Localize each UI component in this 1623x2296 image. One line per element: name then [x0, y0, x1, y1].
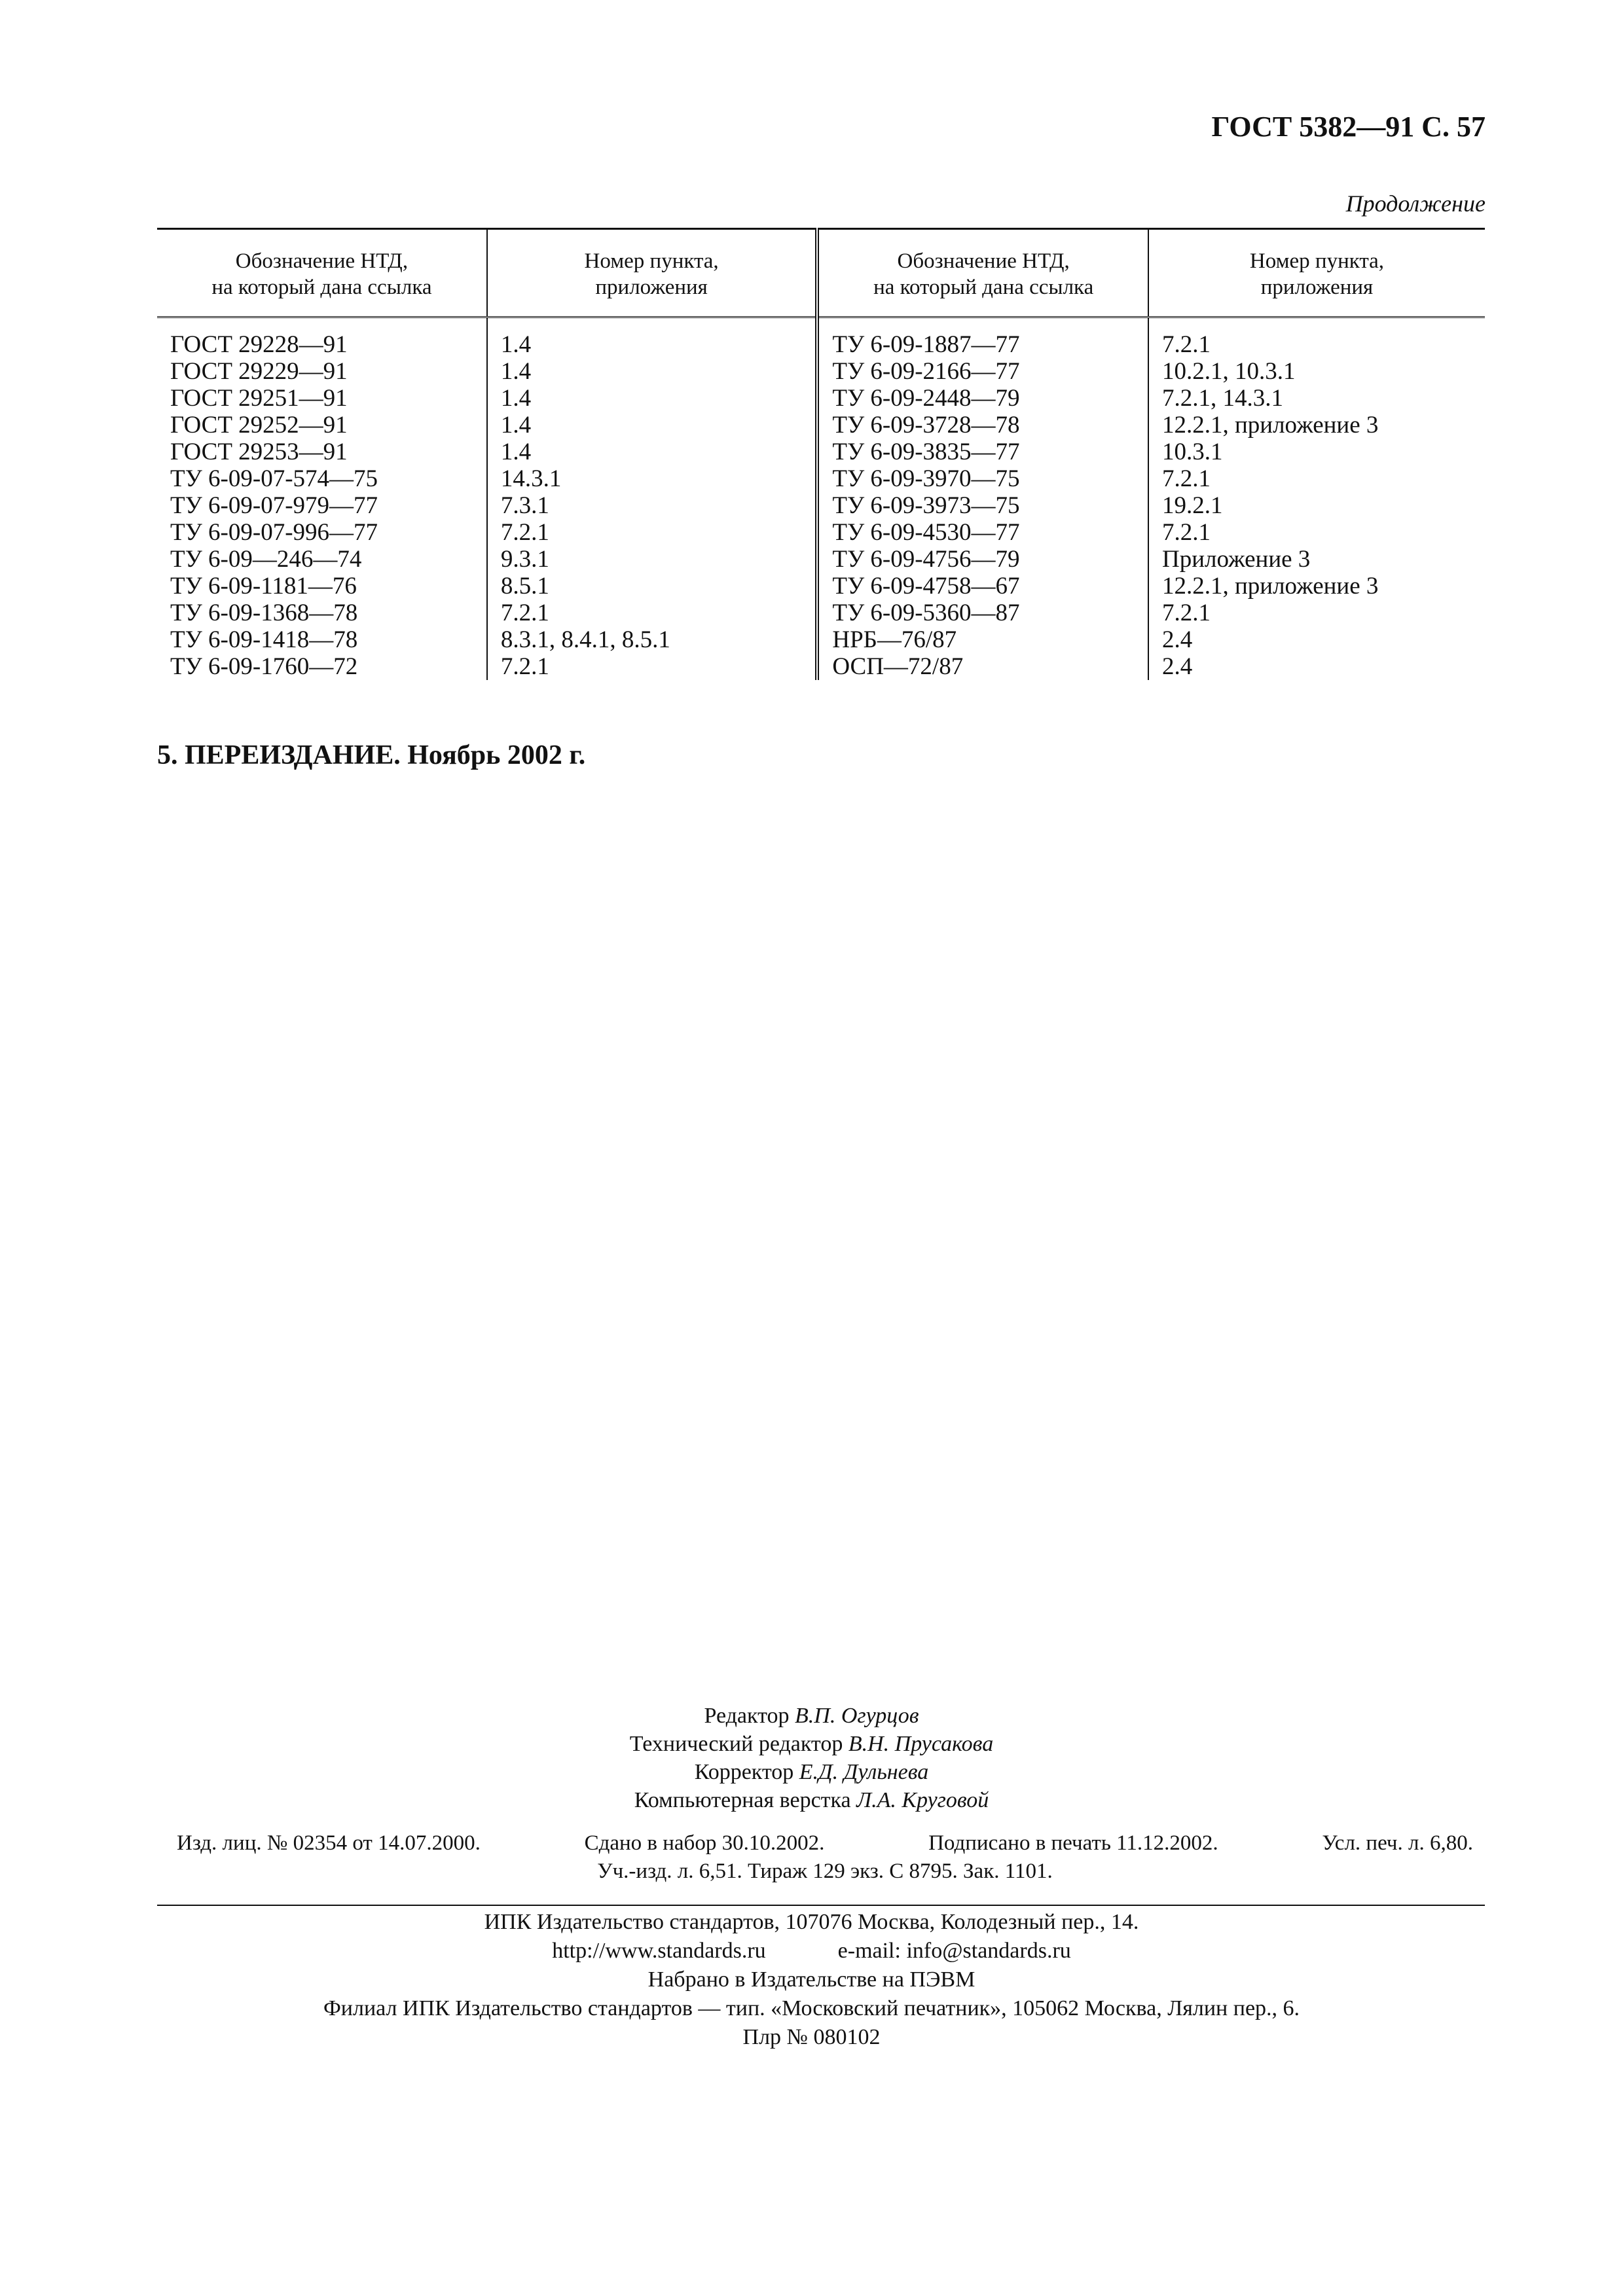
cell-item-number-left: 7.2.1 — [487, 600, 817, 626]
section-reissue: 5. ПЕРЕИЗДАНИЕ. Ноябрь 2002 г. — [157, 740, 586, 770]
cell-item-number-right: 7.2.1 — [1148, 519, 1485, 546]
cell-item-number-right: 7.2.1 — [1148, 465, 1485, 492]
cell-ntd-designation-right: ТУ 6-09-5360—87 — [817, 600, 1148, 626]
table-row — [157, 317, 1485, 359]
cell-ntd-designation-right: ТУ 6-09-4530—77 — [817, 519, 1148, 546]
signed-text: Подписано в печать 11.12.2002. — [928, 1831, 1218, 1855]
imprint-typeset: Набрано в Издательстве на ПЭВМ — [647, 1967, 976, 1992]
cell-item-number-right: 7.2.1, 14.3.1 — [1148, 385, 1485, 412]
header-ntd-designation-right: Обозначение НТД, на который дана ссылка — [817, 229, 1148, 317]
cell-item-number-left: 1.4 — [487, 358, 817, 385]
table-row — [157, 412, 1485, 439]
cell-item-number-left: 7.2.1 — [487, 653, 817, 680]
cell-item-number-right: 12.2.1, приложение 3 — [1148, 573, 1485, 600]
cell-ntd-designation-right: ТУ 6-09-3970—75 — [817, 465, 1148, 492]
cell-ntd-designation-left: ГОСТ 29253—91 — [170, 439, 348, 465]
imprint-url: http://www.standards.ru — [552, 1939, 766, 1963]
table-row — [157, 465, 1485, 492]
cell-ntd-designation-right: ТУ 6-09-1887—77 — [817, 317, 1148, 359]
credits-block — [0, 1702, 1623, 1814]
cell-item-number-left: 7.2.1 — [487, 519, 817, 546]
cell-ntd-designation-left: ТУ 6-09-1368—78 — [170, 600, 358, 626]
cell-item-number-right: 10.2.1, 10.3.1 — [1148, 358, 1485, 385]
table-row — [157, 653, 1485, 680]
cell-ntd-designation-right: НРБ—76/87 — [817, 626, 1148, 653]
cell-ntd-designation-left: ТУ 6-09-1181—76 — [170, 573, 357, 600]
cell-item-number-left: 1.4 — [487, 439, 817, 465]
cell-item-number-left: 1.4 — [487, 385, 817, 412]
cell-ntd-designation-left: ТУ 6-09-07-996—77 — [170, 519, 378, 546]
header-item-number-left: Номер пункта, приложения — [487, 229, 817, 317]
imprint-publisher: ИПК Издательство стандартов, 107076 Москва, Колодезный пер., 14. — [484, 1910, 1139, 1934]
publication-info — [177, 1829, 1473, 1886]
cell-ntd-designation-right: ТУ 6-09-3835—77 — [817, 439, 1148, 465]
table-row — [157, 439, 1485, 465]
cell-ntd-designation-right: ТУ 6-09-4756—79 — [817, 546, 1148, 573]
layout-line: Компьютерная верстка Л.А. Круговой — [634, 1788, 989, 1812]
publication-row-1 — [177, 1829, 1473, 1857]
editor-line: Редактор В.П. Огурцов — [704, 1704, 919, 1728]
imprint-branch: Филиал ИПК Издательство стандартов — тип. «Московский печатник», 105062 Москва, Лялин пер., 6. — [323, 1996, 1300, 2020]
table-row — [157, 492, 1485, 519]
imprint-block — [0, 1908, 1623, 2052]
cell-ntd-designation-right: ТУ 6-09-2448—79 — [817, 385, 1148, 412]
page-header: ГОСТ 5382—91 С. 57 — [1211, 111, 1486, 143]
cell-ntd-designation-left: ТУ 6-09—246—74 — [170, 546, 362, 573]
cell-item-number-right: 2.4 — [1148, 653, 1485, 680]
header-item-number-right: Номер пункта, приложения — [1148, 229, 1485, 317]
cell-item-number-right: 10.3.1 — [1148, 439, 1485, 465]
cell-item-number-left: 1.4 — [487, 317, 817, 359]
cell-item-number-right: 7.2.1 — [1148, 317, 1485, 359]
continuation-label: Продолжение — [1345, 190, 1486, 217]
cell-ntd-designation-right: ОСП—72/87 — [817, 653, 1148, 680]
cell-item-number-left: 7.3.1 — [487, 492, 817, 519]
corrector-line: Корректор Е.Д. Дульнева — [694, 1760, 929, 1784]
cell-ntd-designation-right: ТУ 6-09-4758—67 — [817, 573, 1148, 600]
cell-item-number-right: 7.2.1 — [1148, 600, 1485, 626]
imprint-email: e-mail: info@standards.ru — [837, 1939, 1071, 1963]
license-text: Изд. лиц. № 02354 от 14.07.2000. — [177, 1831, 481, 1855]
print-sheets-text: Усл. печ. л. 6,80. — [1322, 1831, 1473, 1855]
cell-item-number-left: 14.3.1 — [487, 465, 817, 492]
cell-item-number-right: 19.2.1 — [1148, 492, 1485, 519]
table-row — [157, 358, 1485, 385]
table-row — [157, 546, 1485, 573]
table-row — [157, 573, 1485, 600]
tech-editor-line: Технический редактор В.Н. Прусакова — [629, 1732, 994, 1756]
cell-item-number-right: 12.2.1, приложение 3 — [1148, 412, 1485, 439]
cell-ntd-designation-right: ТУ 6-09-2166—77 — [817, 358, 1148, 385]
cell-ntd-designation-left: ТУ 6-09-1418—78 — [170, 626, 358, 653]
cell-item-number-left: 8.3.1, 8.4.1, 8.5.1 — [487, 626, 817, 653]
cell-ntd-designation-left: ТУ 6-09-07-979—77 — [170, 492, 378, 519]
table-header-row — [157, 229, 1485, 317]
table-row — [157, 626, 1485, 653]
reference-table — [157, 228, 1485, 680]
cell-item-number-right: 2.4 — [1148, 626, 1485, 653]
cell-ntd-designation-left: ГОСТ 29252—91 — [170, 412, 348, 439]
imprint-license: Плр № 080102 — [742, 2025, 881, 2049]
cell-ntd-designation-left: ГОСТ 29251—91 — [170, 385, 348, 412]
publication-row-2: Уч.-изд. л. 6,51. Тираж 129 экз. С 8795. Зак. 1101. — [597, 1859, 1053, 1883]
cell-item-number-left: 1.4 — [487, 412, 817, 439]
cell-ntd-designation-left: ТУ 6-09-07-574—75 — [170, 465, 378, 492]
cell-ntd-designation-left: ТУ 6-09-1760—72 — [170, 653, 358, 680]
cell-ntd-designation-right: ТУ 6-09-3728—78 — [817, 412, 1148, 439]
imprint-contacts — [0, 1937, 1623, 1965]
table-body — [157, 317, 1485, 681]
typeset-text: Сдано в набор 30.10.2002. — [584, 1831, 825, 1855]
cell-ntd-designation-left: ГОСТ 29229—91 — [170, 358, 348, 385]
header-ntd-designation-left: Обозначение НТД, на который дана ссылка — [157, 229, 487, 317]
horizontal-rule — [157, 1905, 1485, 1906]
cell-ntd-designation-left: ГОСТ 29228—91 — [170, 331, 348, 358]
cell-item-number-left: 9.3.1 — [487, 546, 817, 573]
cell-item-number-right: Приложение 3 — [1148, 546, 1485, 573]
table-row — [157, 385, 1485, 412]
table-row — [157, 519, 1485, 546]
cell-item-number-left: 8.5.1 — [487, 573, 817, 600]
cell-ntd-designation-right: ТУ 6-09-3973—75 — [817, 492, 1148, 519]
table-row — [157, 600, 1485, 626]
